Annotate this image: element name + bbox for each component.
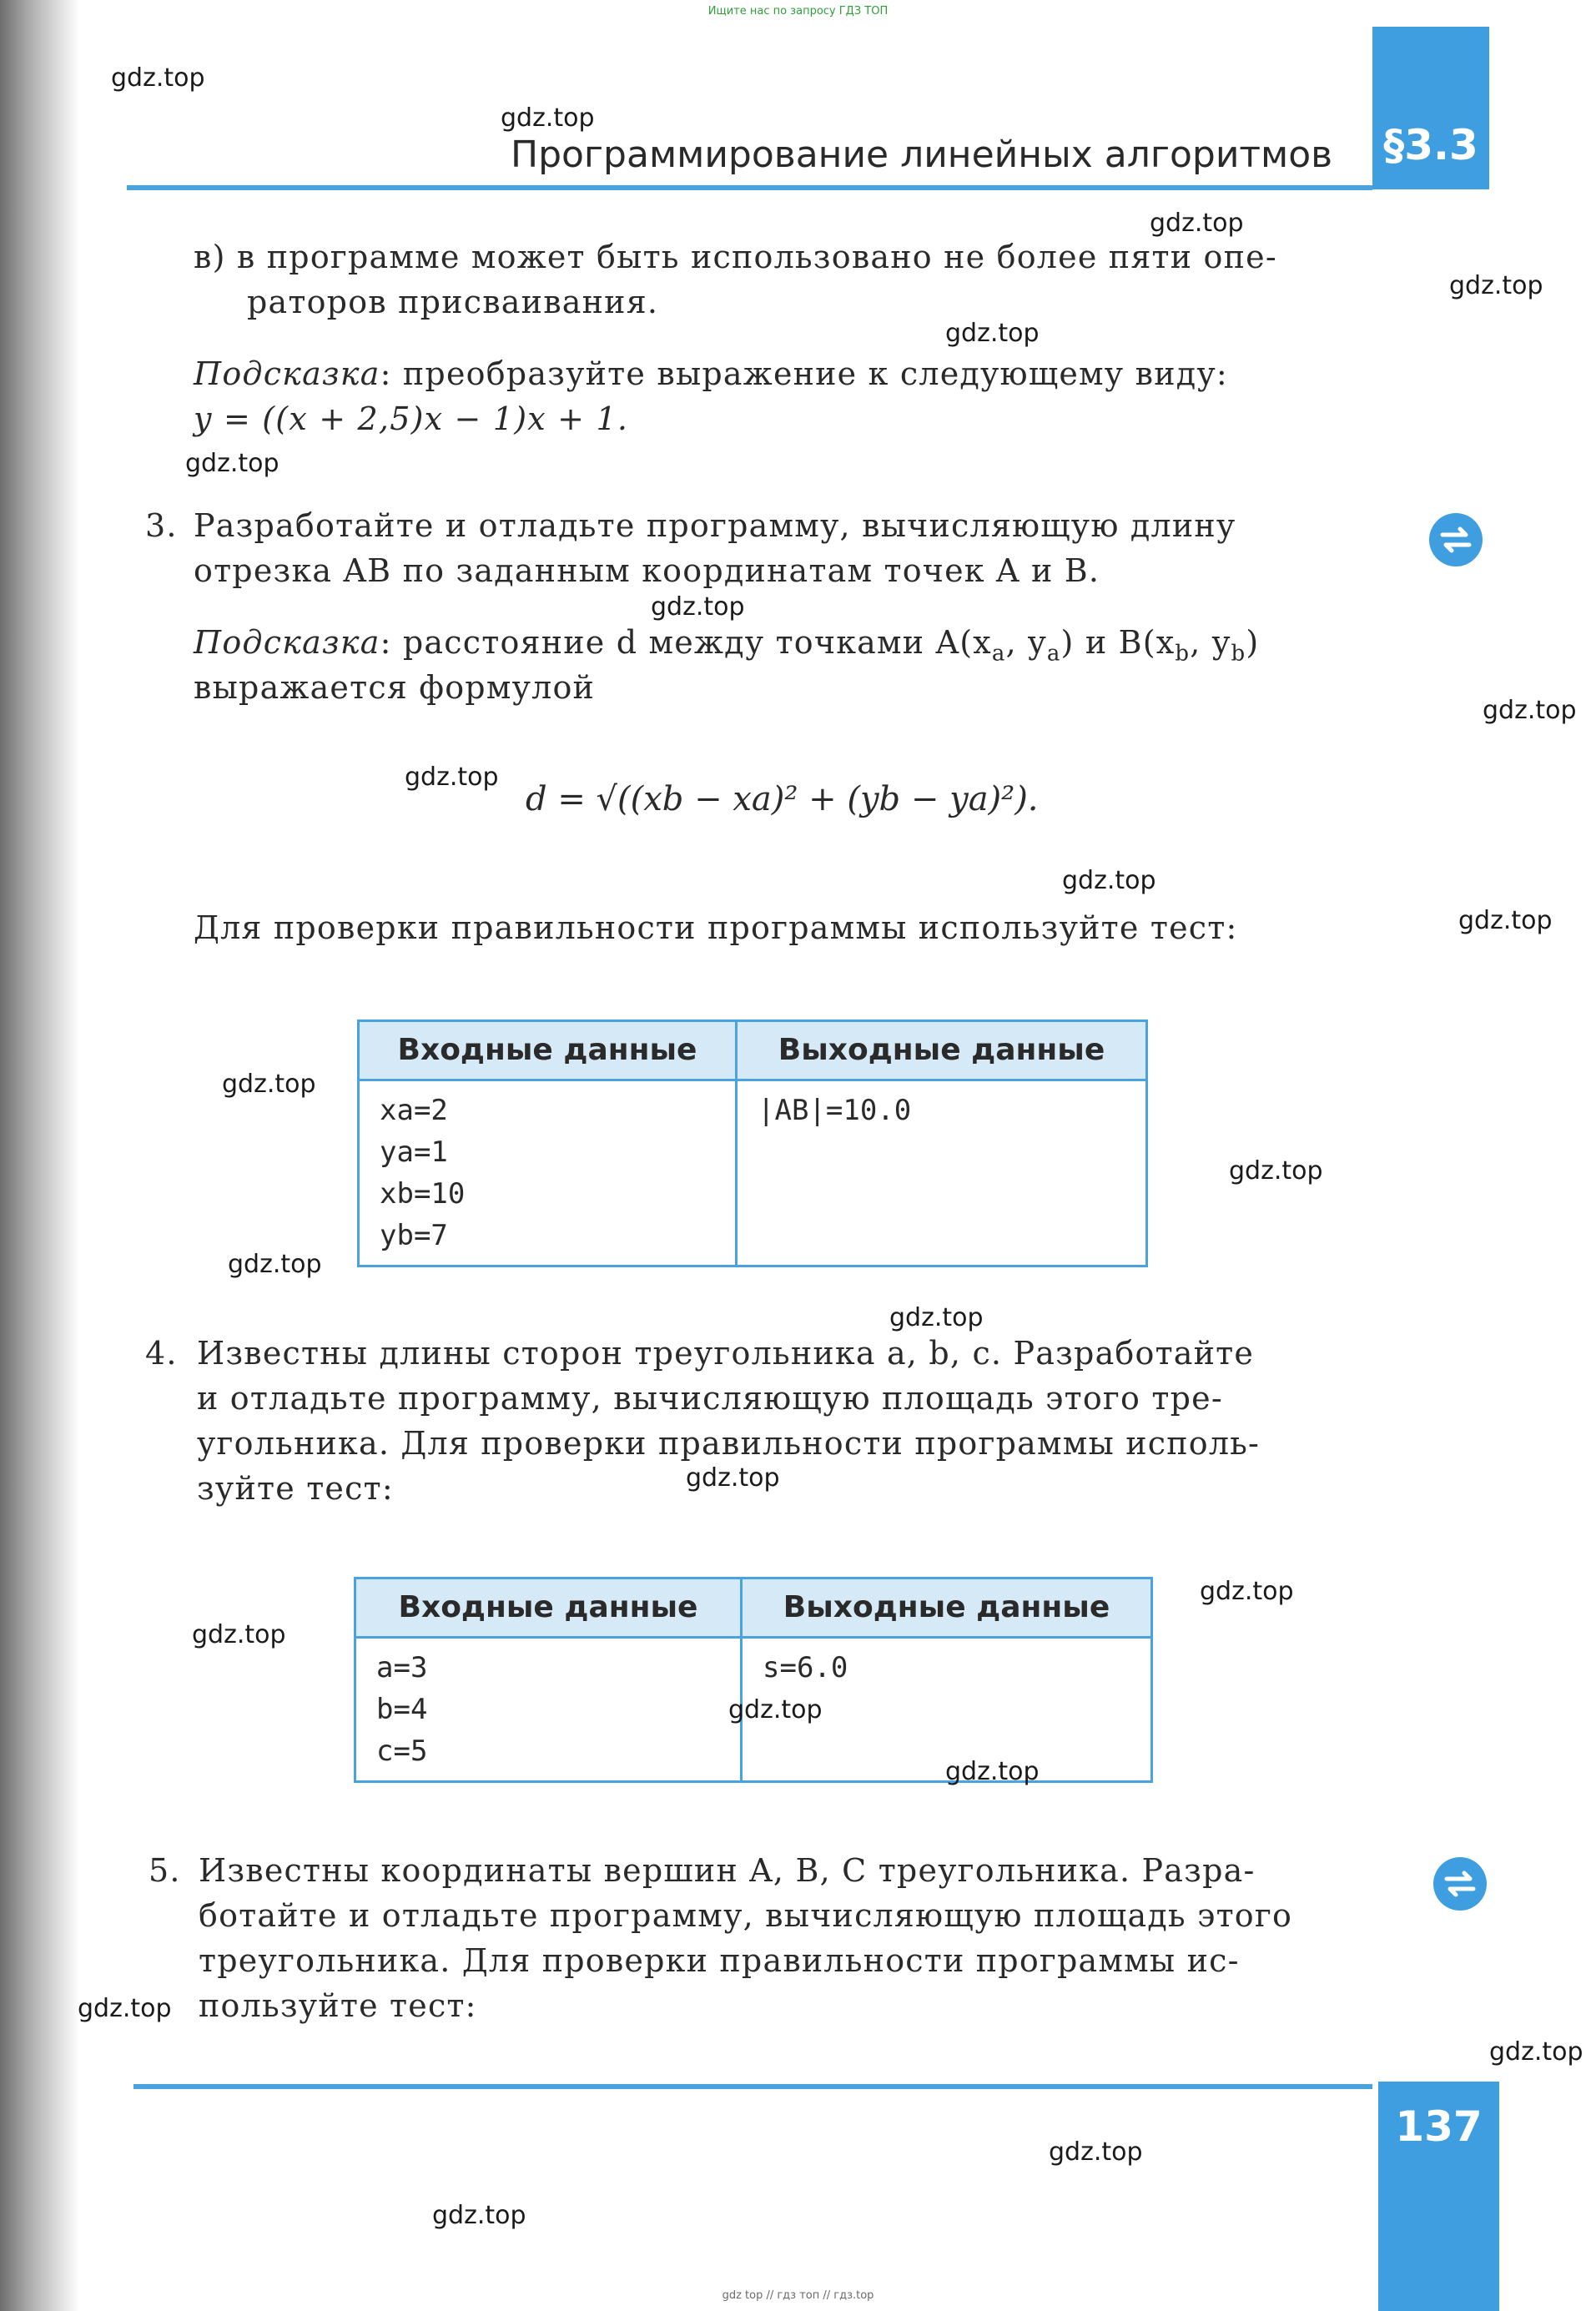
task-4-line-4: зуйте тест: xyxy=(197,1470,394,1507)
watermark: gdz.top xyxy=(686,1463,780,1493)
test-table-2 xyxy=(354,1577,1153,1783)
task-5-number: 5. xyxy=(149,1852,181,1889)
watermark: gdz.top xyxy=(1483,696,1577,725)
sub-a2: a xyxy=(1046,641,1061,667)
watermark: gdz.top xyxy=(185,449,279,478)
item-v-line-2: раторов присваивания. xyxy=(247,284,659,320)
hint-text: : преобразуйте выражение к следующему виду: xyxy=(380,355,1228,392)
task-4-line-1: Известны длины сторон треугольника a, b, c. Разработайте xyxy=(197,1335,1255,1372)
task-5-line-4: пользуйте тест: xyxy=(199,1987,477,2024)
task-5-line-3: треугольника. Для проверки правильности программы ис- xyxy=(199,1942,1240,1979)
test-table-1-body xyxy=(360,1081,1145,1265)
task-4-line-2: и отладьте программу, вычисляющую площадь этого тре- xyxy=(197,1380,1223,1417)
test-table-2-header xyxy=(356,1579,1150,1639)
table-row: s=6.0 xyxy=(763,1651,848,1684)
watermark: gdz.top xyxy=(889,1303,984,1332)
table-1-inputs xyxy=(360,1081,738,1265)
watermark: gdz.top xyxy=(1458,906,1553,935)
table-2-head-in: Входные данные xyxy=(356,1579,743,1636)
exchange-marker-icon xyxy=(1433,1857,1487,1911)
watermark: gdz.top xyxy=(945,1757,1040,1786)
hint-2-text-a: : расстояние d между точками A(x xyxy=(380,624,992,661)
watermark: gdz.top xyxy=(651,592,745,622)
hint-label: Подсказка xyxy=(194,624,380,661)
hint-2-text-e: ) xyxy=(1246,624,1260,661)
watermark: gdz.top xyxy=(405,763,499,792)
page-header-title: Программирование линейных алгоритмов xyxy=(511,133,1333,176)
task-5-line-2: ботайте и отладьте программу, вычисляющую площадь этого xyxy=(199,1897,1293,1934)
watermark: gdz.top xyxy=(1062,866,1156,895)
sub-b: b xyxy=(1175,641,1191,667)
table-row: b=4 xyxy=(376,1693,428,1726)
task-4-line-3: угольника. Для проверки правильности программы исполь- xyxy=(197,1425,1261,1462)
item-v-line-1: в) в программе может быть использовано не более пяти опе- xyxy=(194,239,1277,275)
top-note: Ищите нас по запросу ГДЗ ТОП xyxy=(707,5,889,18)
table-row: ya=1 xyxy=(380,1135,448,1169)
watermark: gdz.top xyxy=(945,319,1040,348)
arrows-icon xyxy=(1436,520,1476,560)
table-row: xa=2 xyxy=(380,1094,448,1127)
watermark: gdz.top xyxy=(501,103,595,133)
watermark: gdz.top xyxy=(1200,1577,1294,1606)
header-divider xyxy=(127,185,1372,190)
watermark: gdz.top xyxy=(222,1070,316,1099)
task-3-number: 3. xyxy=(145,507,178,544)
watermark: gdz.top xyxy=(432,2201,526,2230)
hint-2-text-b: , y xyxy=(1005,624,1047,661)
watermark: gdz.top xyxy=(1150,209,1244,238)
table-2-head-out: Выходные данные xyxy=(783,1590,1110,1624)
table-row: a=3 xyxy=(376,1651,428,1684)
hint-1-line xyxy=(194,352,1228,395)
hint-2-text-c: ) и B(x xyxy=(1060,624,1176,661)
watermark: gdz.top xyxy=(78,1994,172,2023)
sub-b2: b xyxy=(1231,641,1246,667)
task-4-number: 4. xyxy=(145,1335,178,1372)
footer-divider xyxy=(133,2084,1372,2089)
table-1-outputs xyxy=(738,1081,1143,1265)
task-3-line-2: отрезка AB по заданным координатам точек A и B. xyxy=(194,552,1100,589)
page-number: 137 xyxy=(1395,2102,1483,2151)
test-intro: Для проверки правильности программы используйте тест: xyxy=(194,909,1238,946)
watermark: gdz.top xyxy=(111,63,205,93)
watermark: gdz.top xyxy=(728,1695,823,1724)
hint-1-formula: y = ((x + 2,5)x − 1)x + 1. xyxy=(194,400,629,437)
hint-label: Подсказка xyxy=(194,355,380,392)
table-1-head-in: Входные данные xyxy=(360,1022,738,1079)
table-row: |AB|=10.0 xyxy=(758,1094,912,1127)
distance-formula: d = √((xb − xa)² + (yb − ya)²). xyxy=(526,780,1039,818)
task-3-line-1: Разработайте и отладьте программу, вычисляющую длину xyxy=(194,507,1236,544)
table-1-head-out: Выходные данные xyxy=(778,1033,1105,1067)
table-2-inputs xyxy=(356,1639,743,1780)
section-label: §3.3 xyxy=(1383,121,1478,169)
bottom-note: gdz top // гдз топ // гдз.top xyxy=(722,2289,874,2302)
test-table-1-header xyxy=(360,1022,1145,1081)
arrows-icon xyxy=(1440,1864,1480,1904)
watermark: gdz.top xyxy=(1049,2137,1143,2167)
sub-a: a xyxy=(991,641,1006,667)
task-5-line-1: Известны координаты вершин A, B, C треугольника. Разра- xyxy=(199,1852,1256,1889)
page-binding-shadow xyxy=(0,0,79,2311)
hint-2-line-2: выражается формулой xyxy=(194,669,596,706)
watermark: gdz.top xyxy=(192,1620,286,1649)
watermark: gdz.top xyxy=(1489,2037,1583,2067)
test-table-1 xyxy=(357,1020,1148,1267)
watermark: gdz.top xyxy=(1229,1156,1323,1186)
exchange-marker-icon xyxy=(1429,513,1483,566)
table-row: yb=7 xyxy=(380,1219,448,1252)
hint-2-text-d: , y xyxy=(1190,624,1231,661)
watermark: gdz.top xyxy=(228,1250,322,1279)
table-row: c=5 xyxy=(376,1735,428,1768)
table-row: xb=10 xyxy=(380,1177,466,1211)
watermark: gdz.top xyxy=(1449,271,1543,300)
